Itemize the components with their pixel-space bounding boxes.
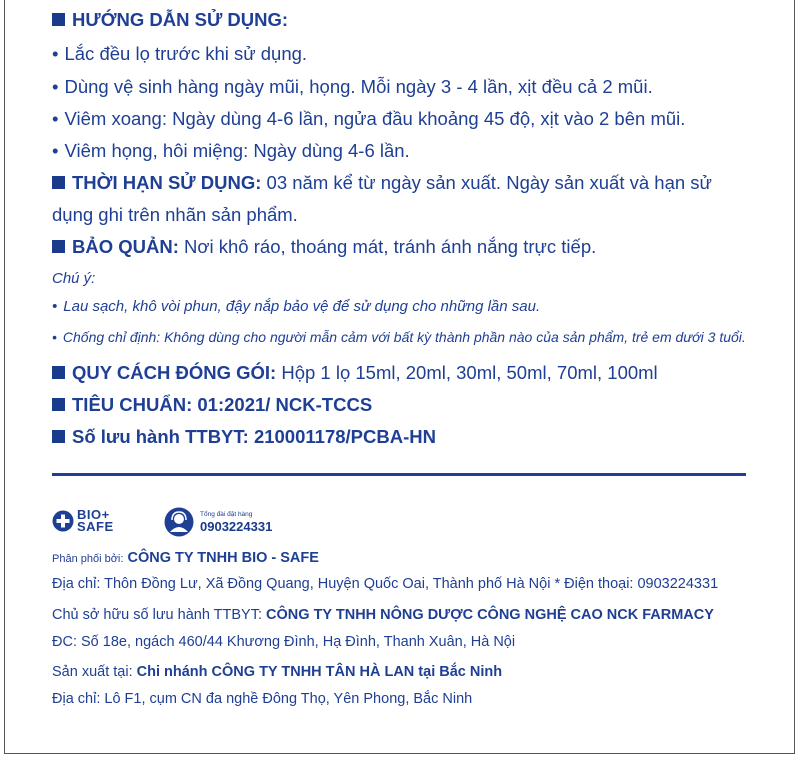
- hotline-number: 0903224331: [200, 518, 273, 534]
- standard-line: TIÊU CHUẨN: 01:2021/ NCK-TCCS: [52, 394, 372, 416]
- owner-line: Chủ sở hữu số lưu hành TTBYT: CÔNG TY TNHH NÔNG DƯỢC CÔNG NGHỆ CAO NCK FARMACY: [52, 607, 714, 623]
- section-divider: [52, 473, 746, 476]
- usage-item: • Viêm xoang: Ngày dùng 4-6 lần, ngửa đầu khoảng 45 độ, xịt vào 2 bên mũi.: [52, 108, 686, 129]
- square-bullet-icon: [52, 398, 65, 411]
- note-heading: Chú ý:: [52, 270, 96, 287]
- bio-safe-logo: [52, 509, 114, 533]
- medical-cross-logo-icon: [52, 510, 74, 532]
- shelf-life-line-1: THỜI HẠN SỬ DỤNG: 03 năm kể từ ngày sản xuất. Ngày sản xuất và hạn sử: [52, 172, 712, 194]
- square-bullet-icon: [52, 430, 65, 443]
- usage-item: • Lắc đều lọ trước khi sử dụng.: [52, 43, 308, 64]
- dot-bullet-icon: •: [52, 108, 59, 129]
- square-bullet-icon: [52, 366, 65, 379]
- dot-bullet-icon: •: [52, 329, 57, 345]
- logo-wordmark: BIO+ SAFE: [77, 507, 114, 534]
- dot-bullet-icon: •: [52, 76, 59, 97]
- packaging-line: QUY CÁCH ĐÓNG GÓI: Hộp 1 lọ 15ml, 20ml, 30ml, 50ml, 70ml, 100ml: [52, 362, 658, 384]
- square-bullet-icon: [52, 240, 65, 253]
- owner-address: ĐC: Số 18e, ngách 460/44 Khương Đình, Hạ Đình, Thanh Xuân, Hà Nội: [52, 634, 516, 650]
- manufacturer-address: Địa chỉ: Lô F1, cụm CN đa nghề Đông Thọ, Yên Phong, Bắc Ninh: [52, 691, 473, 707]
- note-item: • Chống chỉ định: Không dùng cho người mẫn cảm với bất kỳ thành phần nào của sản phẩm, trẻ em dưới 3 tuổi.: [52, 329, 746, 345]
- manufacturer-line: Sản xuất tại: Chi nhánh CÔNG TY TNHH TÂN HÀ LAN tại Bắc Ninh: [52, 664, 503, 680]
- registration-line: Số lưu hành TTBYT: 210001178/PCBA-HN: [52, 426, 436, 448]
- distributor-line: Phân phối bởi: CÔNG TY TNHH BIO - SAFE: [52, 550, 319, 566]
- storage-line: BẢO QUẢN: Nơi khô ráo, thoáng mát, tránh ánh nắng trực tiếp.: [52, 236, 596, 258]
- hotline-text: Tổng đài đặt hàng 0903224331: [200, 510, 273, 534]
- dot-bullet-icon: •: [52, 43, 59, 64]
- square-bullet-icon: [52, 13, 65, 26]
- note-item: • Lau sạch, khô vòi phun, đậy nắp bảo vệ để sử dụng cho những lần sau.: [52, 298, 541, 315]
- square-bullet-icon: [52, 176, 65, 189]
- hotline: [164, 507, 272, 537]
- shelf-life-line-2: dụng ghi trên nhãn sản phẩm.: [52, 204, 298, 225]
- usage-item: • Viêm họng, hôi miệng: Ngày dùng 4-6 lần.: [52, 140, 410, 161]
- support-agent-icon: [164, 507, 194, 537]
- usage-heading: HƯỚNG DẪN SỬ DỤNG:: [52, 9, 288, 31]
- distributor-address: Địa chỉ: Thôn Đồng Lư, Xã Đồng Quang, Huyện Quốc Oai, Thành phố Hà Nội * Điện thoại: 0903224331: [52, 576, 719, 592]
- dot-bullet-icon: •: [52, 140, 59, 161]
- dot-bullet-icon: •: [52, 298, 58, 315]
- usage-item: • Dùng vệ sinh hàng ngày mũi, họng. Mỗi ngày 3 - 4 lần, xịt đều cả 2 mũi.: [52, 76, 653, 97]
